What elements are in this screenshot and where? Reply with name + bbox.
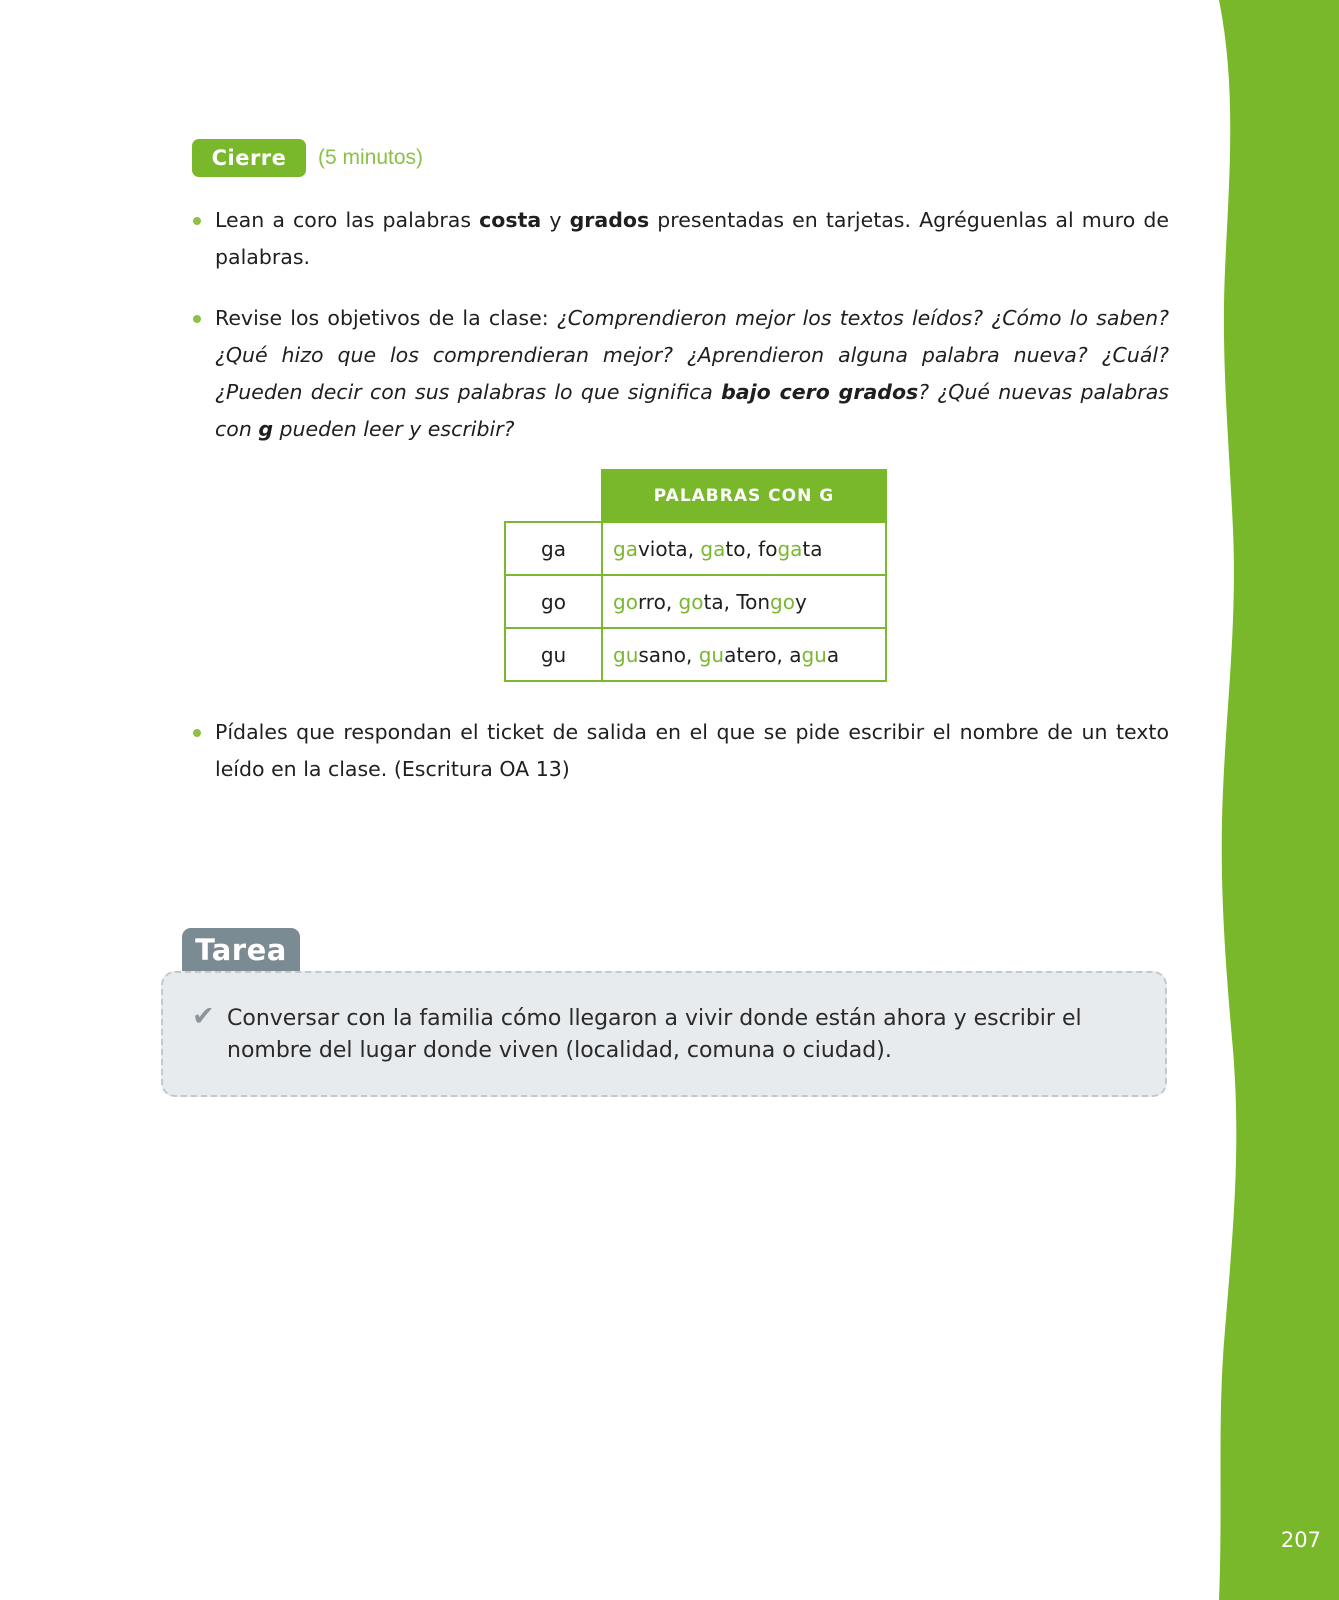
example-word: fogata: [758, 536, 823, 561]
tarea-title: Tarea: [182, 928, 300, 972]
syllable-cell: ga: [505, 522, 602, 575]
bullet-item-3: Pídales que respondan el ticket de salida en el que se pide escribir el nombre de un texto leído en la clase. (Escritura OA 13): [215, 714, 1169, 788]
example-word: gaviota: [613, 536, 688, 561]
words-cell: gorro, gota, Tongoy: [602, 575, 886, 628]
bullet-dot: [193, 315, 201, 323]
table-header: PALABRAS CON G: [602, 470, 886, 522]
bullet-item-2: Revise los objetivos de la clase: ¿Comprendieron mejor los textos leídos? ¿Cómo lo saben? ¿Qué hizo que los comprendieran mejor? ¿Aprendieron alguna palabra nueva? ¿Cuál? ¿Pueden decir con sus palabras lo que significa bajo cero grados? ¿Qué nuevas palabras con g pueden leer y escribir?: [215, 300, 1169, 448]
example-word: gorro: [613, 589, 666, 614]
table-corner: [505, 470, 602, 522]
bullet-dot: [193, 217, 201, 225]
tarea-box: [161, 971, 1167, 1097]
cierre-duration: (5 minutos): [318, 146, 424, 169]
side-decoration-band: [1219, 0, 1339, 1600]
tarea-text: Conversar con la familia cómo llegaron a vivir donde están ahora y escribir el nombre del lugar donde viven (localidad, comuna o ciudad).: [227, 1006, 1082, 1063]
syllable-table: [504, 469, 887, 682]
example-word: gusano: [613, 642, 686, 667]
table-row: [505, 575, 886, 628]
table-row: [505, 628, 886, 681]
words-cell: gaviota, gato, fogata: [602, 522, 886, 575]
bullet-item-1: Lean a coro las palabras costa y grados presentadas en tarjetas. Agréguenlas al muro de palabras.: [215, 202, 1169, 276]
cierre-badge: Cierre: [192, 139, 306, 177]
page-number: 207: [1280, 1528, 1321, 1552]
example-word: guatero: [698, 642, 777, 667]
table-row: [505, 522, 886, 575]
syllable-cell: gu: [505, 628, 602, 681]
check-icon: ✔: [192, 1001, 215, 1032]
bullet-dot: [193, 729, 201, 737]
example-word: gato: [700, 536, 746, 561]
example-word: gota: [678, 589, 724, 614]
cierre-header: [192, 139, 423, 177]
words-cell: gusano, guatero, agua: [602, 628, 886, 681]
example-word: Tongoy: [736, 589, 807, 614]
example-word: agua: [789, 642, 840, 667]
syllable-cell: go: [505, 575, 602, 628]
